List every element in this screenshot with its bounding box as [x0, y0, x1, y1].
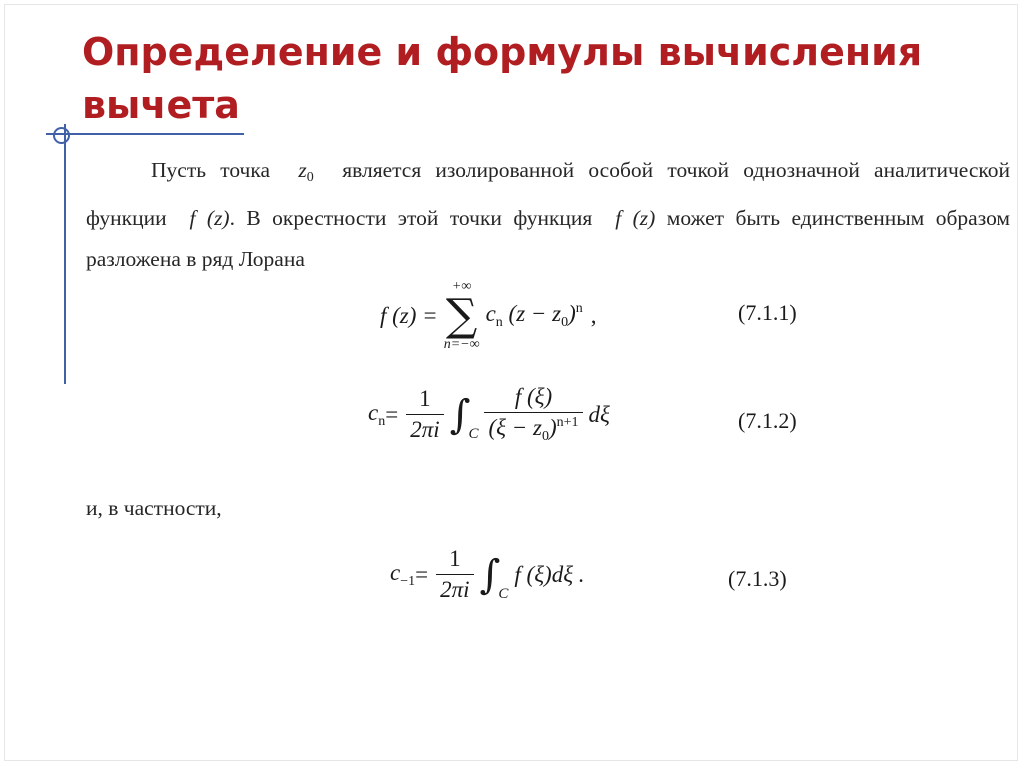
function-fz-2: f (z)	[615, 206, 656, 230]
decor-horizontal-line	[46, 133, 244, 135]
sum-upper-limit: +∞	[451, 279, 472, 294]
para-text-1: Пусть точка	[151, 158, 271, 182]
para-text-2: является изолированной особой точкой однозначной аналитической функции	[86, 158, 1011, 230]
integral-sign: ∫ C	[449, 391, 479, 442]
decor-crosshair-circle	[53, 127, 70, 144]
sum-lower-limit: n=−∞	[443, 337, 480, 352]
slide-title: Определение и формулы вычисления вычета	[82, 30, 923, 127]
eq1-coef: $c_n$	[485, 301, 503, 330]
eq2-fraction-2: $\frac{f (\xi)}{(\xi - z_0)^{n+1}}$	[484, 384, 582, 445]
equation-laurent-series	[380, 279, 597, 353]
eq2-dxi: dξ	[588, 401, 610, 427]
intro-paragraph	[86, 150, 1010, 280]
summation-sign: +∞ ∑ n=−∞	[443, 279, 480, 352]
equation-residue: $c_{-1}$ = $\frac{1}{2\pi i}$ ∫ C f (ξ)dξ .	[390, 546, 585, 602]
equation-coefficient: $c_n$ = $\frac{1}{2\pi i}$ ∫ C $\frac{f (\xi)}{(\xi - z_0)^{n+1}}$ dξ	[368, 384, 610, 444]
function-fz-1: f (z)	[189, 206, 230, 230]
eq-number-7-1-3: (7.1.3)	[728, 566, 787, 591]
integral-sign-2: ∫ C	[479, 551, 509, 602]
decor-vertical-line	[64, 124, 66, 384]
eq2-fraction-1: $\frac{1}{2\pi i}$	[406, 386, 443, 443]
eq-number-7-1-2: (7.1.2)	[738, 408, 797, 433]
point-z0: $z_0$	[298, 158, 314, 185]
eq-number-7-1-1: (7.1.1)	[738, 300, 797, 325]
eq1-lhs: f (z) =	[380, 303, 438, 328]
para-text-3: . В окрестности этой точки функция	[229, 206, 593, 230]
eq1-comma: ,	[590, 303, 597, 328]
eq1-term: $(z - z_0)^n$	[508, 301, 583, 330]
eq2-coef: $c_n$	[368, 399, 386, 429]
eq3-body: f (ξ)dξ .	[514, 561, 585, 587]
eq3-coef: $c_{-1}$	[390, 559, 416, 589]
para-text-4: может быть единственным образом разложена в ряд Лорана	[86, 206, 1011, 271]
in-particular-text: и, в частности,	[86, 496, 222, 520]
eq3-fraction: $\frac{1}{2\pi i}$	[436, 546, 473, 603]
